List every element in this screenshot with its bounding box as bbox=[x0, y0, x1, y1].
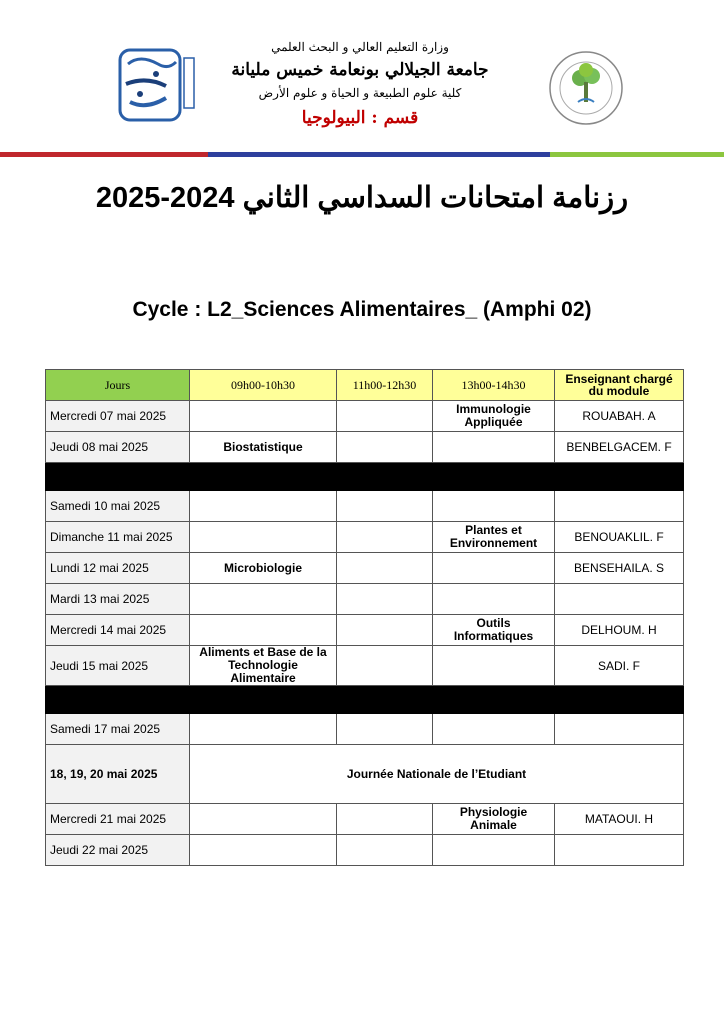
header-band-green bbox=[550, 152, 724, 157]
module-cell: Outils Informatiques bbox=[433, 615, 555, 646]
module-cell bbox=[190, 584, 337, 615]
teacher-cell: BENOUAKLIL. F bbox=[555, 522, 684, 553]
module-cell: Physiologie Animale bbox=[433, 804, 555, 835]
module-cell bbox=[433, 432, 555, 463]
module-cell bbox=[337, 584, 433, 615]
module-cell: Plantes et Environnement bbox=[433, 522, 555, 553]
day-cell: Jeudi 08 mai 2025 bbox=[46, 432, 190, 463]
day-cell: Mercredi 21 mai 2025 bbox=[46, 804, 190, 835]
event-cell: Journée Nationale de l’Etudiant bbox=[190, 745, 684, 804]
day-cell: Jeudi 15 mai 2025 bbox=[46, 646, 190, 686]
teacher-cell bbox=[555, 584, 684, 615]
module-cell bbox=[337, 804, 433, 835]
day-cell: Jeudi 22 mai 2025 bbox=[46, 835, 190, 866]
separator-row bbox=[46, 686, 684, 714]
module-cell bbox=[433, 491, 555, 522]
table-row bbox=[46, 401, 684, 432]
header-teacher: Enseignant chargé du module bbox=[555, 370, 684, 401]
module-cell bbox=[190, 804, 337, 835]
header-band-blue bbox=[208, 152, 550, 157]
module-cell bbox=[190, 615, 337, 646]
module-cell bbox=[337, 553, 433, 584]
module-cell bbox=[337, 432, 433, 463]
table-row bbox=[46, 584, 684, 615]
table-row bbox=[46, 432, 684, 463]
table-row bbox=[46, 714, 684, 745]
module-cell bbox=[337, 491, 433, 522]
page-title: رزنامة امتحانات السداسي الثاني 2024-2025 bbox=[95, 182, 629, 214]
day-cell: Samedi 10 mai 2025 bbox=[46, 491, 190, 522]
module-cell bbox=[190, 835, 337, 866]
module-cell bbox=[190, 714, 337, 745]
faculty-logo bbox=[540, 48, 632, 128]
faculty-name: كلية علوم الطبيعة و الحياة و علوم الأرض bbox=[258, 86, 462, 100]
day-cell: Mercredi 07 mai 2025 bbox=[46, 401, 190, 432]
ministry-name: وزارة التعليم العالي و البحث العلمي bbox=[271, 40, 449, 54]
university-name: جامعة الجيلالي بونعامة خميس مليانة bbox=[231, 60, 489, 80]
day-cell: Dimanche 11 mai 2025 bbox=[46, 522, 190, 553]
day-cell: 18, 19, 20 mai 2025 bbox=[46, 745, 190, 804]
module-cell bbox=[337, 714, 433, 745]
table-row bbox=[46, 491, 684, 522]
header-band-red bbox=[0, 152, 208, 157]
module-cell bbox=[433, 646, 555, 686]
day-cell: Samedi 17 mai 2025 bbox=[46, 714, 190, 745]
teacher-cell bbox=[555, 491, 684, 522]
department-name: قسم : البيولوجيا bbox=[301, 108, 419, 128]
teacher-cell: SADI. F bbox=[555, 646, 684, 686]
day-cell: Mercredi 14 mai 2025 bbox=[46, 615, 190, 646]
module-cell bbox=[190, 522, 337, 553]
module-cell bbox=[337, 615, 433, 646]
module-cell bbox=[337, 646, 433, 686]
separator-row bbox=[46, 463, 684, 491]
header-slot-3: 13h00-14h30 bbox=[433, 370, 555, 401]
module-cell bbox=[433, 584, 555, 615]
table-row bbox=[46, 835, 684, 866]
teacher-cell: BENBELGACEM. F bbox=[555, 432, 684, 463]
day-cell: Lundi 12 mai 2025 bbox=[46, 553, 190, 584]
teacher-cell bbox=[555, 714, 684, 745]
module-cell bbox=[433, 553, 555, 584]
module-cell bbox=[190, 491, 337, 522]
teacher-cell: DELHOUM. H bbox=[555, 615, 684, 646]
teacher-cell: MATAOUI. H bbox=[555, 804, 684, 835]
module-cell bbox=[337, 401, 433, 432]
day-cell: Mardi 13 mai 2025 bbox=[46, 584, 190, 615]
module-cell bbox=[337, 835, 433, 866]
module-cell: Biostatistique bbox=[190, 432, 337, 463]
event-row bbox=[46, 745, 684, 804]
module-cell bbox=[337, 522, 433, 553]
header-jours: Jours bbox=[46, 370, 190, 401]
cycle-label: Cycle : L2_Sciences Alimentaires_ (Amphi 02) bbox=[132, 298, 592, 321]
module-cell bbox=[190, 401, 337, 432]
exam-schedule-table bbox=[45, 369, 684, 866]
module-cell: Aliments et Base de la Technologie Alimentaire bbox=[190, 646, 337, 686]
module-cell: Microbiologie bbox=[190, 553, 337, 584]
module-cell bbox=[433, 714, 555, 745]
header-slot-2: 11h00-12h30 bbox=[337, 370, 433, 401]
teacher-cell bbox=[555, 835, 684, 866]
header-slot-1: 09h00-10h30 bbox=[190, 370, 337, 401]
teacher-cell: ROUABAH. A bbox=[555, 401, 684, 432]
table-row bbox=[46, 646, 684, 686]
university-logo bbox=[110, 44, 202, 126]
table-row bbox=[46, 522, 684, 553]
module-cell: Immunologie Appliquée bbox=[433, 401, 555, 432]
table-row bbox=[46, 615, 684, 646]
teacher-cell: BENSEHAILA. S bbox=[555, 553, 684, 584]
table-row bbox=[46, 553, 684, 584]
module-cell bbox=[433, 835, 555, 866]
table-row bbox=[46, 804, 684, 835]
